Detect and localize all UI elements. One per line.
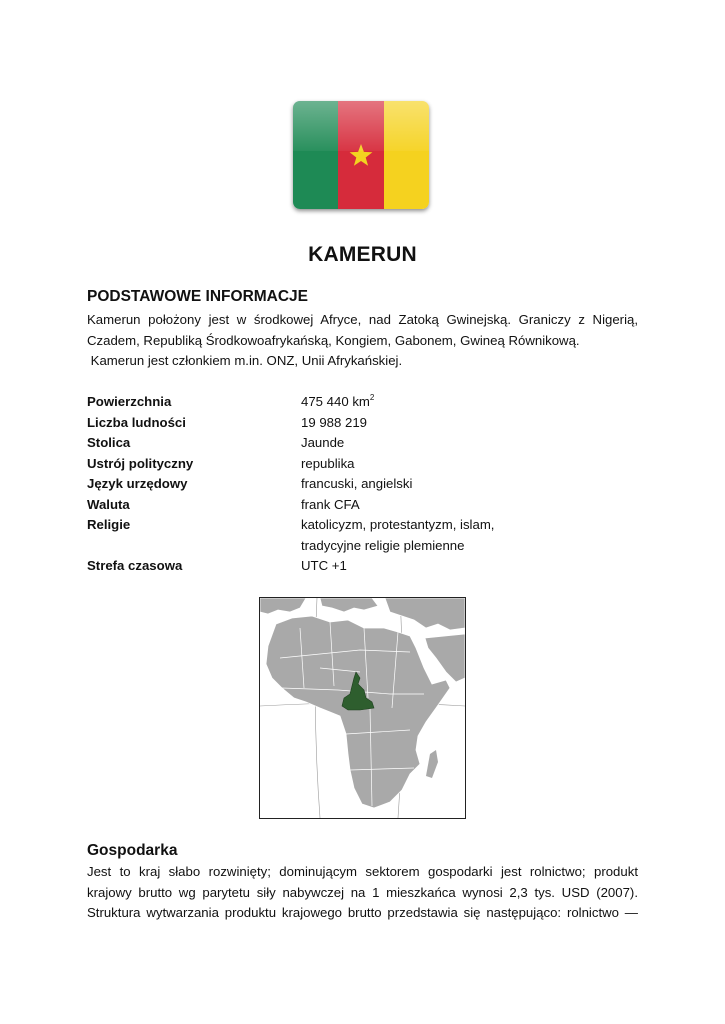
flag-green-band — [293, 101, 338, 209]
fact-value: frank CFA — [301, 496, 360, 512]
economy-line-2: krajowy brutto wg parytetu siły nabywczej na 1 mieszkańca wynosi 2,3 tys. USD (2007). — [87, 884, 638, 900]
basics-line-2: Czadem, Republiką Środkowoafrykańską, Kongiem, Gabonem, Gwineą Równikową. — [87, 332, 580, 348]
fact-key: Powierzchnia — [87, 394, 172, 409]
africa-locator-map — [259, 597, 466, 819]
fact-key: Stolica — [87, 435, 131, 450]
fact-key: Waluta — [87, 496, 130, 512]
fact-key: Religie — [87, 517, 131, 532]
basics-heading: PODSTAWOWE INFORMACJE — [87, 288, 309, 305]
fact-key: Strefa czasowa — [87, 558, 183, 573]
economy-heading: Gospodarka — [87, 842, 178, 859]
flag-yellow-band — [384, 101, 429, 209]
map-madagascar — [426, 750, 438, 778]
africa-map-graphic — [260, 598, 465, 818]
economy-line-1: Jest to kraj słabo rozwinięty; dominującym sektorem gospodarki jest rolnictwo; produkt — [87, 864, 638, 879]
basics-line-1: Kamerun położony jest w środkowej Afryce, nad Zatoką Gwinejską. Graniczy z Nigerią, — [87, 312, 638, 327]
superscript: 2 — [369, 393, 375, 402]
fact-value: katolicyzm, protestantyzm, islam, — [301, 517, 495, 532]
fact-value: francuski, angielski — [301, 476, 413, 491]
flag-red-band — [338, 101, 383, 209]
fact-value: 475 440 $km^2$ — [301, 393, 375, 409]
economy-paragraph — [87, 862, 638, 924]
fact-value: 19 988 219 — [301, 414, 368, 430]
fact-value: tradycyjne religie plemienne — [301, 537, 465, 553]
fact-value: Jaunde — [301, 435, 345, 450]
cameroon-flag — [293, 101, 429, 209]
basics-paragraph — [87, 310, 638, 372]
fact-key: Liczba ludności — [87, 414, 186, 430]
star-icon — [349, 143, 373, 167]
map-africa — [266, 616, 450, 808]
economy-line-3: Struktura wytwarzania produktu krajowego brutto przedstawia się następująco: rolnictwo — — [87, 905, 638, 920]
fact-value: UTC +1 — [301, 558, 347, 573]
fact-value: republika — [301, 455, 355, 471]
fact-key: Język urzędowy — [87, 476, 188, 491]
page-title: KAMERUN — [308, 243, 417, 266]
basics-line-3: Kamerun jest członkiem m.in. ONZ, Unii Afrykańskiej. — [87, 353, 403, 368]
fact-key: Ustrój polityczny — [87, 455, 194, 471]
